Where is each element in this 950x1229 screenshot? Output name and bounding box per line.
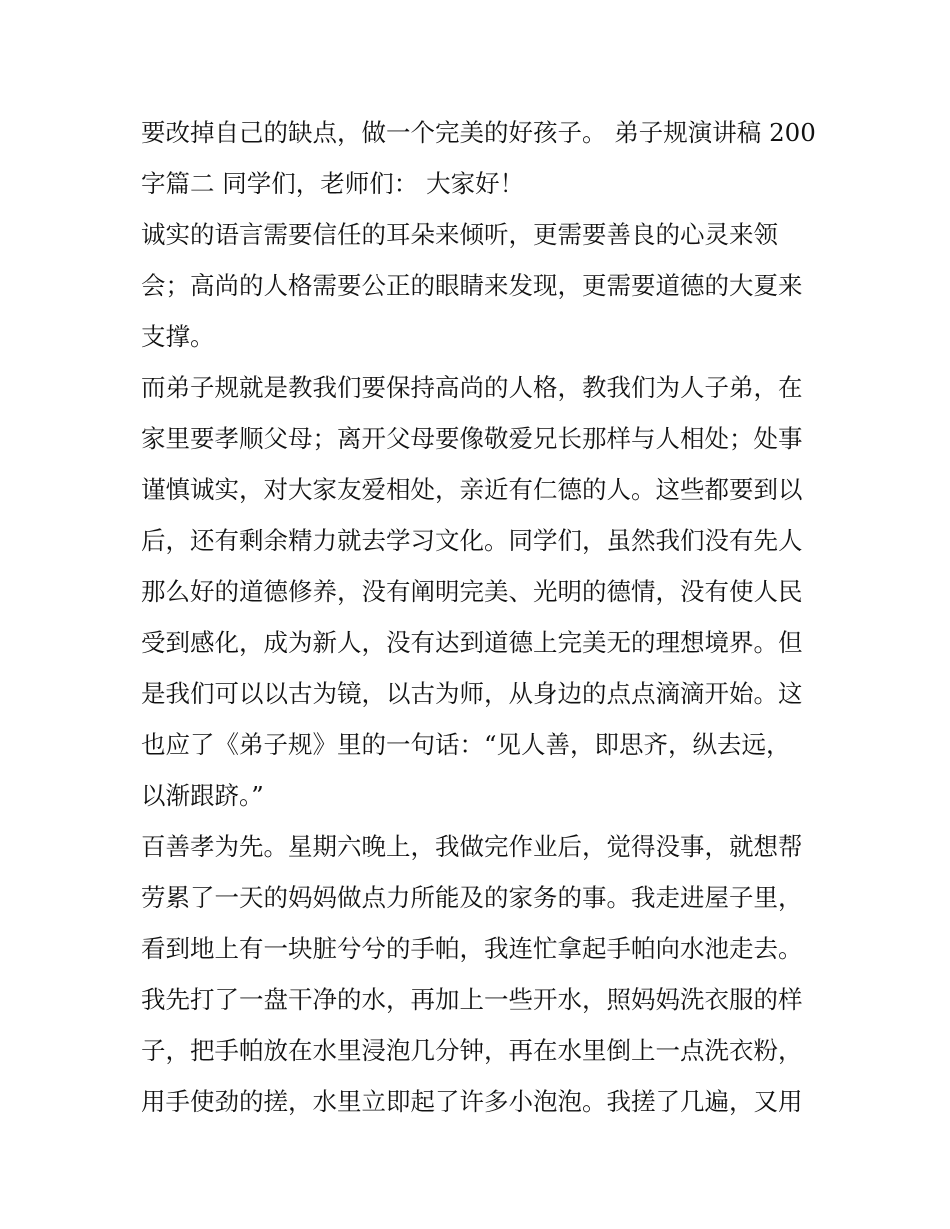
text-line: 谨慎诚实，对大家友爱相处，亲近有仁德的人。这些都要到以: [141, 475, 803, 504]
text-line: 那么好的道德修养，没有阐明完美、光明的德情，没有使人民: [141, 577, 803, 606]
text-line: 诚实的语言需要信任的耳朵来倾听，更需要善良的心灵来领: [141, 220, 778, 249]
text-line: 也应了《弟子规》里的一句话：“见人善，即思齐，纵去远，: [141, 730, 791, 759]
text-line: 子，把手帕放在水里浸泡几分钟，再在水里倒上一点洗衣粉，: [141, 1036, 803, 1065]
text-line: 劳累了一天的妈妈做点力所能及的家务的事。我走进屋子里，: [141, 883, 803, 912]
text-line: 我先打了一盘干净的水，再加上一些开水，照妈妈洗衣服的样: [141, 985, 803, 1014]
text-line: 要改掉自己的缺点，做一个完美的好孩子。 弟子规演讲稿 200: [141, 118, 816, 147]
text-line: 百善孝为先。星期六晚上，我做完作业后，觉得没事，就想帮: [141, 832, 803, 861]
text-line: 字篇二 同学们，老师们： 大家好！: [141, 169, 525, 198]
text-line: 后，还有剩余精力就去学习文化。同学们，虽然我们没有先人: [141, 526, 803, 555]
text-line: 以渐跟跻。”: [141, 781, 264, 810]
text-line: 受到感化，成为新人，没有达到道德上完美无的理想境界。但: [141, 628, 803, 657]
text-line: 看到地上有一块脏兮兮的手帕，我连忙拿起手帕向水池走去。: [141, 934, 803, 963]
text-line: 而弟子规就是教我们要保持高尚的人格，教我们为人子弟，在: [141, 373, 803, 402]
text-line: 支撑。: [141, 322, 215, 351]
text-line: 会；高尚的人格需要公正的眼睛来发现，更需要道德的大夏来: [141, 271, 803, 300]
text-line: 用手使劲的搓，水里立即起了许多小泡泡。我搓了几遍，又用: [141, 1087, 803, 1116]
body-text: [141, 107, 821, 1127]
text-line: 是我们可以以古为镜，以古为师，从身边的点点滴滴开始。这: [141, 679, 803, 708]
text-line: 家里要孝顺父母；离开父母要像敬爱兄长那样与人相处；处事: [141, 424, 803, 453]
